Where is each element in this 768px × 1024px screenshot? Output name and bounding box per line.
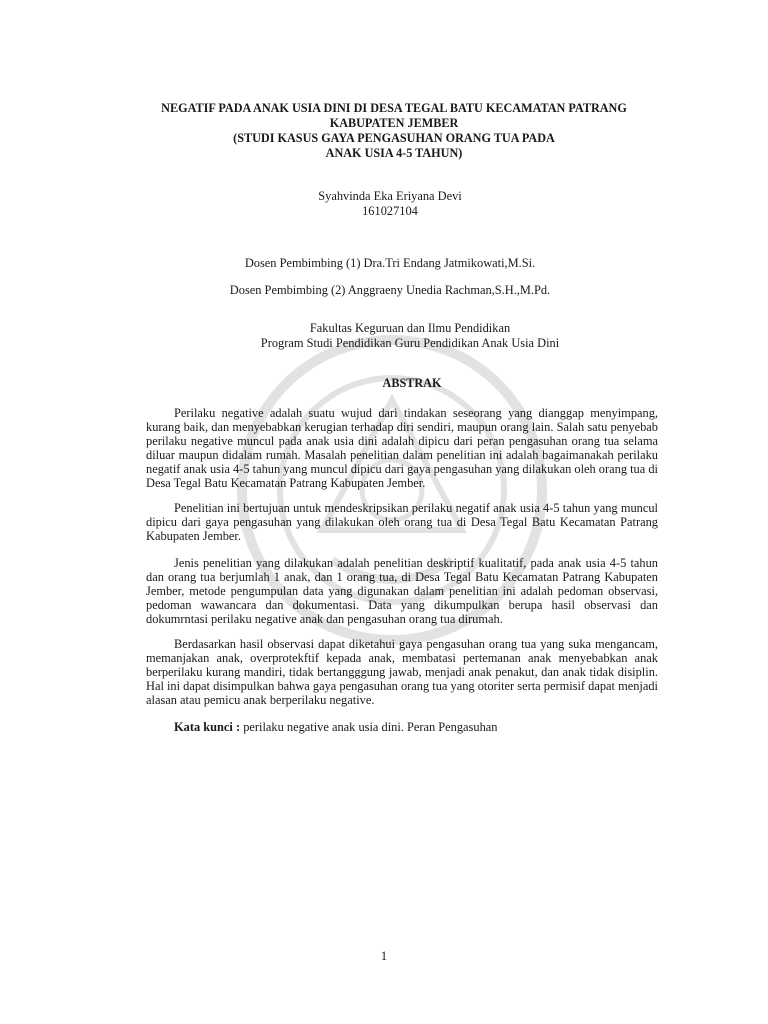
document-title	[110, 101, 678, 161]
supervisor-1: Dosen Pembimbing (1) Dra.Tri Endang Jatmikowati,M.Si.	[244, 256, 536, 270]
title-line: NEGATIF PADA ANAK USIA DINI DI DESA TEGAL BATU KECAMATAN PATRANG	[161, 101, 627, 115]
title-line: KABUPATEN JEMBER	[329, 116, 459, 130]
abstract-paragraph: Jenis penelitian yang dilakukan adalah penelitian deskriptif kualitatif, pada anak usia 4-5 tahun dan orang tua berjumlah 1 anak, dan 1 orang tua, di Desa Tegal Batu Kecamatan Patrang Kabupaten Jember, metode pengumpulan data yang digunakan dalam penelitian ini adalah pedoman observasi, pedoman wawancara dan dokumentasi. Data yang dikumpulkan berupa hasil observasi dan dokumrntasi perilaku negative anak dan pengasuhan orang tua dirumah.	[146, 556, 658, 626]
abstract-paragraph: Berdasarkan hasil observasi dapat diketahui gaya pengasuhan orang tua yang suka mengancam, memanjakan anak, overprotekftif kepada anak, membatasi pertemanan anak menyebabkan anak berperilaku kurang mandiri, tidak bertangggung jawab, menjadi anak penakut, dan anak tidak disiplin. Hal ini dapat disimpulkan bahwa gaya pengasuhan orang tua yang otoriter serta permisif dapat menjadi alasan atau pemicu anak berperilaku negative.	[146, 637, 658, 707]
keywords-text: perilaku negative anak usia dini. Peran Pengasuhan	[240, 720, 498, 734]
abstract-paragraph: Penelitian ini bertujuan untuk mendeskripsikan perilaku negatif anak usia 4-5 tahun yang muncul dipicu dari gaya pengasuhan yang dilakukan oleh orang tua di Desa Tegal Batu Kecamatan Patrang Kabupaten Jember.	[146, 501, 658, 543]
abstract-heading: ABSTRAK	[382, 376, 442, 390]
student-id: 161027104	[362, 204, 418, 218]
author-name: Syahvinda Eka Eriyana Devi	[318, 189, 462, 203]
study-program: Program Studi Pendidikan Guru Pendidikan Anak Usia Dini	[260, 336, 560, 350]
keywords-line	[146, 720, 658, 734]
keywords-label: Kata kunci :	[174, 720, 241, 734]
supervisor-2: Dosen Pembimbing (2) Anggraeny Unedia Rachman,S.H.,M.Pd.	[229, 283, 551, 297]
abstract-paragraph: Perilaku negative adalah suatu wujud dari tindakan seseorang yang dianggap menyimpang, kurang baik, dan menyebabkan kerugian terhadap diri sendiri, maupun orang lain. Salah satu penyebab perilaku negative muncul pada anak usia dini adalah dipicu dari peran pengasuhan orang tua selama diluar maupun didalam rumah. Masalah penelitian dalam penelitian ini adalah bagaimanakah perilaku negatif anak usia 4-5 tahun yang muncul dipicu dari gaya pengasuhan yang dilakukan oleh orang tua di Desa Tegal Batu Kecamatan Patrang Kabupaten Jember.	[146, 406, 658, 490]
page-number: 1	[380, 949, 388, 963]
faculty-name: Fakultas Keguruan dan Ilmu Pendidikan	[309, 321, 511, 335]
title-line: ANAK USIA 4-5 TAHUN)	[325, 146, 463, 160]
title-line: (STUDI KASUS GAYA PENGASUHAN ORANG TUA PADA	[233, 131, 555, 145]
